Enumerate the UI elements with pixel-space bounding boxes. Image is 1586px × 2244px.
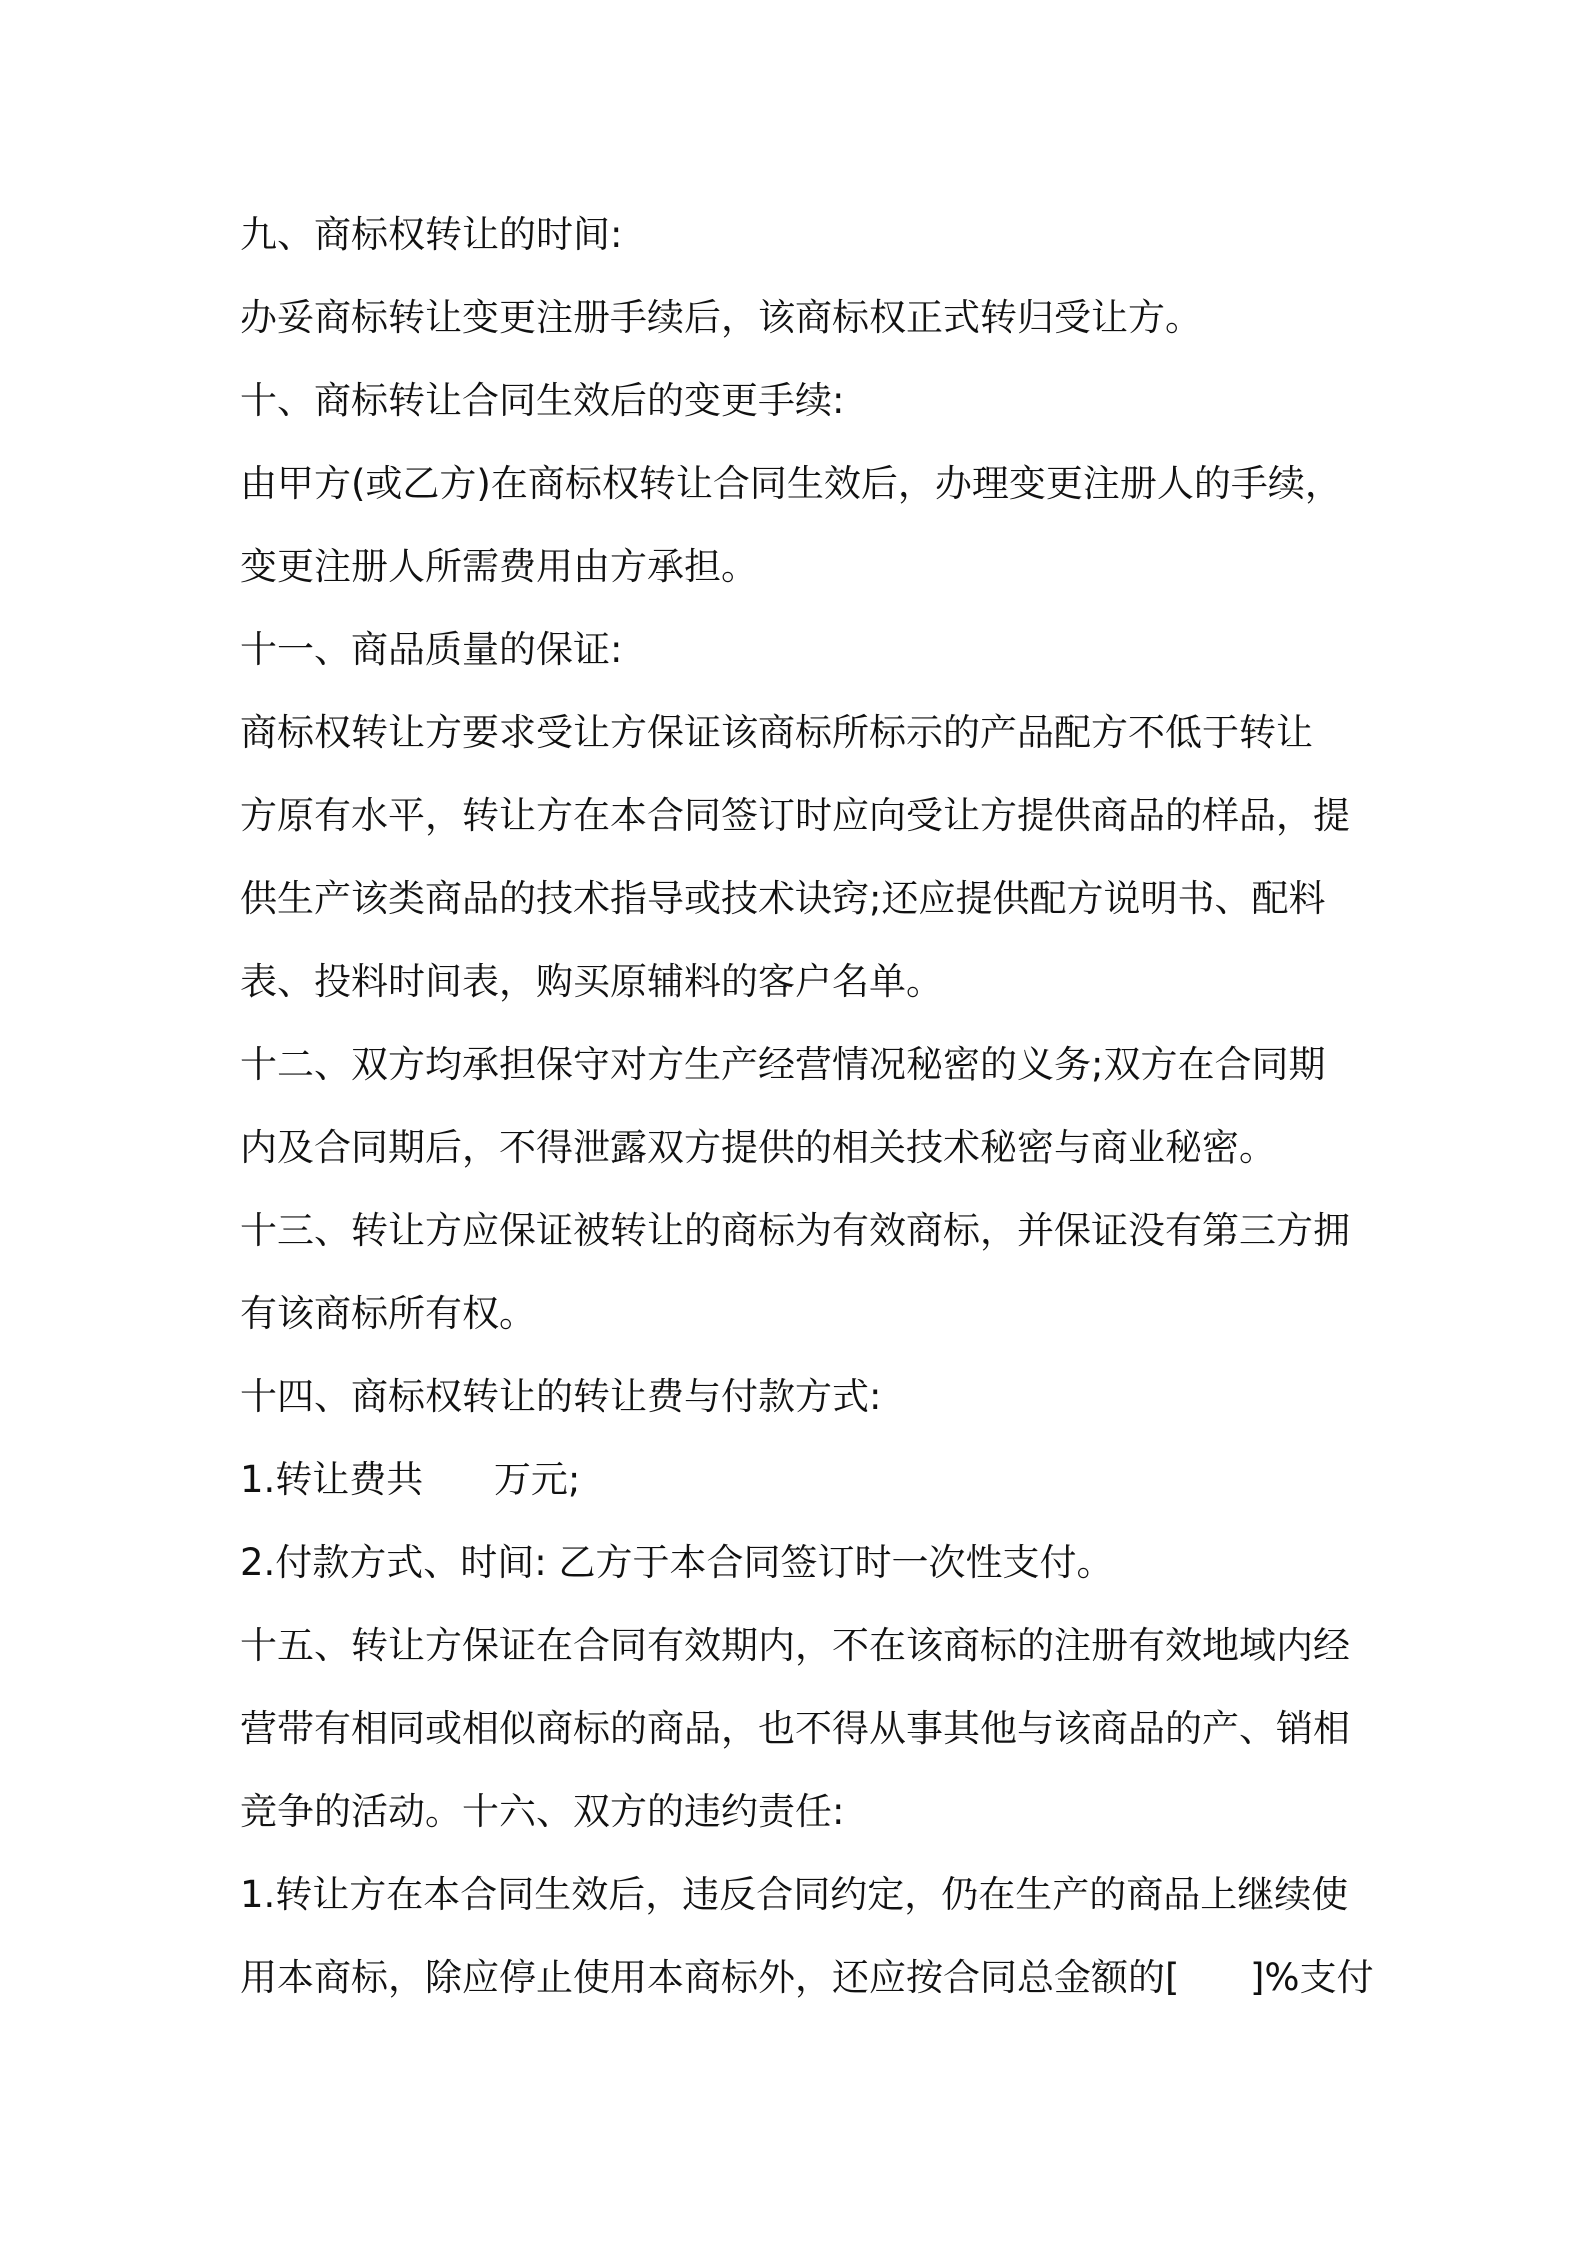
paragraph-line: 表、投料时间表，购买原辅料的客户名单。: [240, 960, 943, 1003]
section-heading-11: 十一、商品质量的保证:: [240, 628, 623, 671]
section-13-line: 十三、转让方应保证被转让的商标为有效商标，并保证没有第三方拥: [240, 1209, 1350, 1252]
paragraph-line: 变更注册人所需费用由方承担。: [240, 545, 758, 588]
list-item-fee: 1.转让费共 万元;: [240, 1458, 581, 1501]
paragraph-line: 商标权转让方要求受让方保证该商标所标示的产品配方不低于转让: [240, 711, 1313, 754]
paragraph-line: 用本商标，除应停止使用本商标外，还应按合同总金额的[ ]%支付: [240, 1956, 1374, 1999]
paragraph-line: 有该商标所有权。: [240, 1292, 536, 1335]
section-heading-9: 九、商标权转让的时间:: [240, 213, 623, 256]
section-15-line: 十五、转让方保证在合同有效期内，不在该商标的注册有效地域内经: [240, 1624, 1350, 1667]
section-heading-10: 十、商标转让合同生效后的变更手续:: [240, 379, 845, 422]
paragraph-line: 方原有水平，转让方在本合同签订时应向受让方提供商品的样品，提: [240, 794, 1350, 837]
paragraph-line: 供生产该类商品的技术指导或技术诀窍;还应提供配方说明书、配料: [240, 877, 1326, 920]
list-item-breach: 1.转让方在本合同生效后，违反合同约定，仍在生产的商品上继续使: [240, 1873, 1349, 1916]
paragraph-line: 由甲方(或乙方)在商标权转让合同生效后，办理变更注册人的手续，: [240, 462, 1342, 505]
paragraph-line: 竞争的活动。十六、双方的违约责任:: [240, 1790, 845, 1833]
document-page: [240, 205, 1374, 2031]
section-12-line: 十二、双方均承担保守对方生产经营情况秘密的义务;双方在合同期: [240, 1043, 1326, 1086]
paragraph-line: 内及合同期后，不得泄露双方提供的相关技术秘密与商业秘密。: [240, 1126, 1276, 1169]
paragraph-line: 营带有相同或相似商标的商品，也不得从事其他与该商品的产、销相: [240, 1707, 1350, 1750]
list-item-payment: 2.付款方式、时间: 乙方于本合同签订时一次性支付。: [240, 1541, 1114, 1584]
paragraph-line: 办妥商标转让变更注册手续后，该商标权正式转归受让方。: [240, 296, 1202, 339]
section-heading-14: 十四、商标权转让的转让费与付款方式:: [240, 1375, 882, 1418]
